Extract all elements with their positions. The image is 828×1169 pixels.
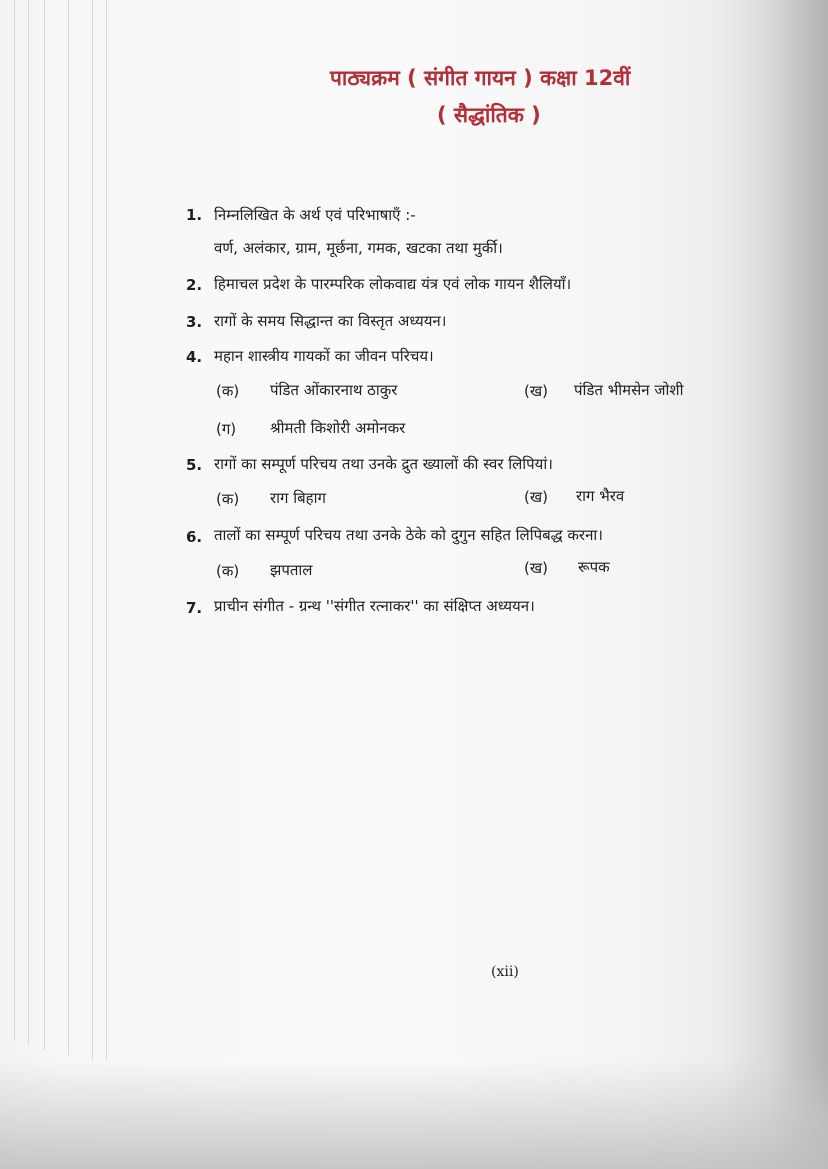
item-number: 5. [186,456,203,474]
page-edge-line [44,0,45,1050]
page-edge-line [14,0,15,1040]
subitem-marker: (क) [216,382,240,400]
item-number: 1. [186,206,203,224]
page-edge-line [28,0,29,1045]
subitem-marker: (ख) [524,382,548,400]
scan-bottom-shadow [0,1059,828,1169]
subitem-text: झपताल [270,561,313,579]
item-text: हिमाचल प्रदेश के पारम्परिक लोकवाद्य यंत्र एवं लोक गायन शैलियाँ। [214,275,572,293]
subitem-text: राग बिहाग [270,489,326,507]
subitem-marker: (ख) [524,488,548,506]
subitem-text: रूपक [578,558,610,576]
item-number: 4. [186,348,203,366]
page-edge-line [68,0,69,1055]
subitem-text: पंडित ओंकारनाथ ठाकुर [270,381,398,399]
item-text: निम्नलिखित के अर्थ एवं परिभाषाएँ :- [214,206,416,224]
page-number: (xii) [491,964,519,980]
item-text: रागों के समय सिद्धान्त का विस्तृत अध्ययन। [214,312,447,330]
item-text: महान शास्त्रीय गायकों का जीवन परिचय। [214,347,434,365]
subitem-text: पंडित भीमसेन जोशी [574,381,684,399]
item-number: 6. [186,528,203,546]
subitem-text: श्रीमती किशोरी अमोनकर [270,419,406,437]
item-number: 2. [186,276,203,294]
page-stack-edges [0,0,120,1060]
subitem-text: राग भैरव [576,487,625,505]
page-edge-line [92,0,93,1060]
page-edge-line [106,0,107,1060]
document-title: पाठ्यक्रम ( संगीत गायन ) कक्षा 12वीं [330,66,631,90]
item-text: तालों का सम्पूर्ण परिचय तथा उनके ठेके को दुगुन सहित लिपिबद्ध करना। [214,526,603,544]
item-text: रागों का सम्पूर्ण परिचय तथा उनके द्रुत ख्यालों की स्वर लिपियां। [214,455,553,473]
item-number: 3. [186,313,203,331]
item-number: 7. [186,599,203,617]
subitem-marker: (क) [216,562,240,580]
subitem-marker: (ग) [216,420,237,438]
scan-edge-shadow [768,0,828,1169]
subitem-marker: (क) [216,490,240,508]
item-continuation: वर्ण, अलंकार, ग्राम, मूर्छना, गमक, खटका तथा मुर्की। [214,239,503,257]
subitem-marker: (ख) [524,559,548,577]
item-text: प्राचीन संगीत - ग्रन्थ ''संगीत रत्नाकर'' का संक्षिप्त अध्ययन। [214,597,535,615]
document-subtitle: ( सैद्धांतिक ) [437,103,541,127]
